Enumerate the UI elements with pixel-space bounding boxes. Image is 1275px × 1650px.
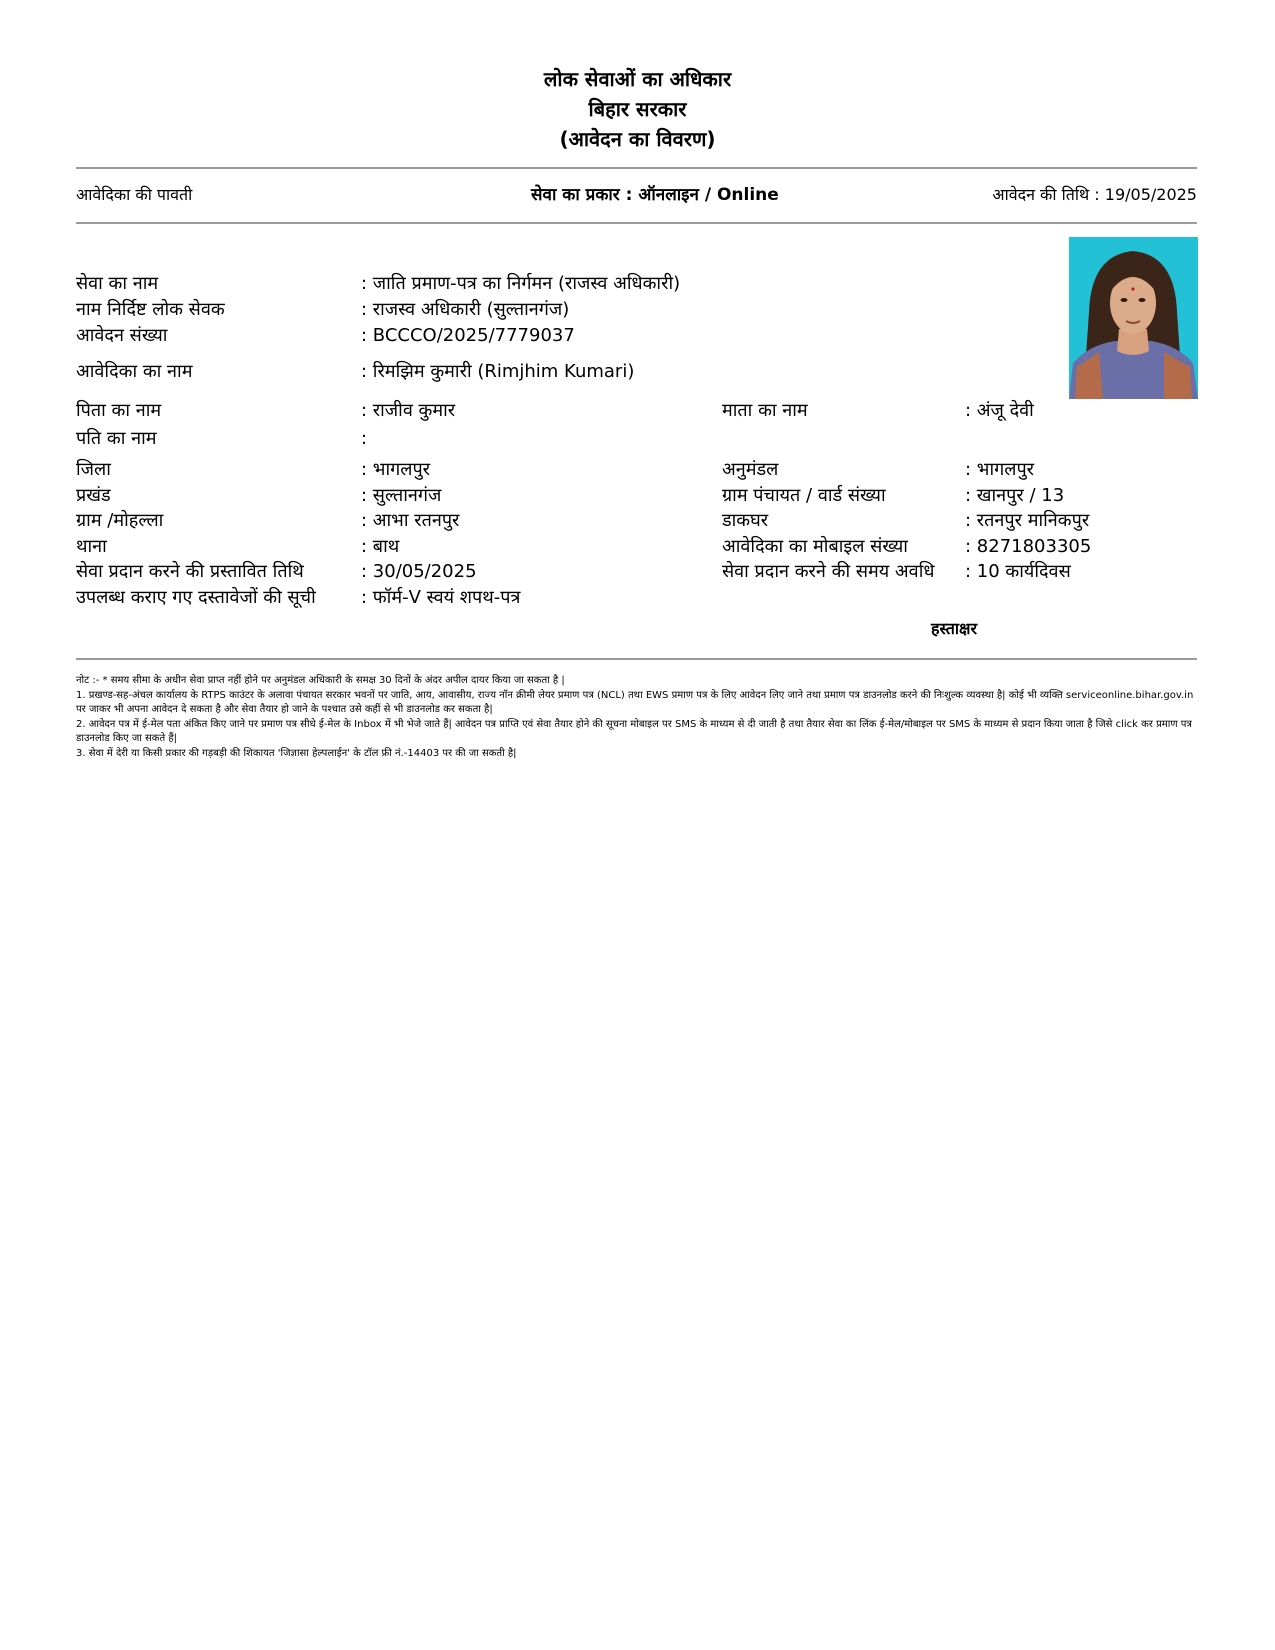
applicant-name-label: आवेदिका का नाम bbox=[76, 361, 193, 382]
application-date: आवेदन की तिथि : 19/05/2025 bbox=[992, 185, 1197, 204]
service-name-value: : जाति प्रमाण-पत्र का निर्गमन (राजस्व अधिकारी) bbox=[361, 273, 681, 294]
application-number-label: आवेदन संख्या bbox=[76, 325, 168, 346]
proposed-date-value: : 30/05/2025 bbox=[361, 561, 477, 582]
police-station-label: थाना bbox=[76, 536, 107, 557]
district-label: जिला bbox=[76, 459, 111, 480]
documents-label: उपलब्ध कराए गए दस्तावेजों की सूची bbox=[76, 587, 316, 608]
mother-name-label: माता का नाम bbox=[722, 400, 808, 421]
mother-name-value: : अंजू देवी bbox=[965, 400, 1034, 421]
village-value: : आभा रतनपुर bbox=[361, 510, 460, 531]
district-value: : भागलपुर bbox=[361, 459, 431, 480]
block-value: : सुल्तानगंज bbox=[361, 485, 442, 506]
header-line-3: (आवेदन का विवरण) bbox=[559, 127, 716, 151]
footer-divider bbox=[76, 658, 1197, 660]
header-line-2: बिहार सरकार bbox=[588, 97, 687, 121]
notes-section bbox=[76, 674, 1198, 761]
proposed-date-label: सेवा प्रदान करने की प्रस्तावित तिथि bbox=[76, 561, 304, 582]
duration-value: : 10 कार्यदिवस bbox=[965, 561, 1071, 582]
service-type: सेवा का प्रकार : ऑनलाइन / Online bbox=[531, 185, 779, 205]
panchayat-label: ग्राम पंचायत / वार्ड संख्या bbox=[722, 485, 886, 506]
police-station-value: : बाथ bbox=[361, 536, 400, 557]
post-office-value: : रतनपुर मानिकपुर bbox=[965, 510, 1090, 531]
subdivision-label: अनुमंडल bbox=[722, 459, 779, 480]
husband-name-label: पति का नाम bbox=[76, 428, 157, 449]
father-name-label: पिता का नाम bbox=[76, 400, 162, 421]
note-item: नोट :- * समय सीमा के अधीन सेवा प्राप्त नहीं होने पर अनुमंडल अधिकारी के समक्ष 30 दिनों के अंदर अपील दायर किया जा सकता है | bbox=[76, 675, 565, 686]
application-number-value: : BCCCO/2025/7779037 bbox=[361, 325, 575, 346]
header-divider bbox=[76, 222, 1197, 224]
husband-name-value: : bbox=[361, 428, 368, 449]
signature-label: हस्ताक्षर bbox=[931, 619, 978, 638]
header-line-1: लोक सेवाओं का अधिकार bbox=[543, 67, 732, 91]
father-name-value: : राजीव कुमार bbox=[361, 400, 456, 421]
note-item: 1. प्रखण्ड-सह-अंचल कार्यालय के RTPS काउंटर के अलावा पंचायत सरकार भवनों पर जाति, आय, आवासीय, राज्य नॉन क्रीमी लेयर प्रमाण पत्र (NCL) तथा EWS प्रमाण पत्र के लिए आवेदन लिए जाने तथा प्रमाण पत्र डाउनलोड करने की निःशुल्क व्यवस्था है| कोई भी व्यक्ति serviceonline.bihar.gov.in पर जाकर भी अपना आवेदन दे सकता है और सेवा तैयार हो जाने के पश्चात उसे कहीं से भी डाउनलोड कर सकता है| bbox=[76, 689, 1194, 715]
service-name-label: सेवा का नाम bbox=[76, 273, 159, 294]
duration-label: सेवा प्रदान करने की समय अवधि bbox=[722, 561, 935, 582]
note-item: 3. सेवा में देरी या किसी प्रकार की गड़बड़ी की शिकायत 'जिज्ञासा हेल्पलाईन' के टॉल फ्री नं.-14403 पर की जा सकती है| bbox=[76, 747, 517, 759]
mobile-label: आवेदिका का मोबाइल संख्या bbox=[722, 536, 908, 557]
mobile-value: : 8271803305 bbox=[965, 536, 1092, 557]
officer-value: : राजस्व अधिकारी (सुल्तानगंज) bbox=[361, 299, 570, 320]
documents-value: : फॉर्म-V स्वयं शपथ-पत्र bbox=[361, 587, 521, 608]
receipt-label: आवेदिका की पावती bbox=[76, 185, 193, 204]
top-divider bbox=[76, 167, 1197, 169]
officer-label: नाम निर्दिष्ट लोक सेवक bbox=[76, 299, 225, 320]
panchayat-value: : खानपुर / 13 bbox=[965, 485, 1065, 506]
note-item: 2. आवेदन पत्र में ई-मेल पता अंकित किए जाने पर प्रमाण पत्र सीधे ई-मेल के Inbox में भी भेजे जाते हैं| आवेदन पत्र प्राप्ति एवं सेवा तैयार होने की सूचना मोबाइल पर SMS के माध्यम से दी जाती है तथा तैयार सेवा का लिंक ई-मेल/मोबाइल पर SMS के माध्यम से प्रदान किया जाता है जिसे click कर प्रमाण पत्र डाउनलोड किए जा सकते हैं| bbox=[76, 718, 1192, 744]
post-office-label: डाकघर bbox=[722, 510, 769, 531]
applicant-name-value: : रिमझिम कुमारी (Rimjhim Kumari) bbox=[361, 361, 635, 382]
applicant-photo bbox=[1069, 237, 1198, 399]
block-label: प्रखंड bbox=[76, 485, 111, 506]
subdivision-value: : भागलपुर bbox=[965, 459, 1035, 480]
village-label: ग्राम /मोहल्ला bbox=[76, 510, 164, 531]
